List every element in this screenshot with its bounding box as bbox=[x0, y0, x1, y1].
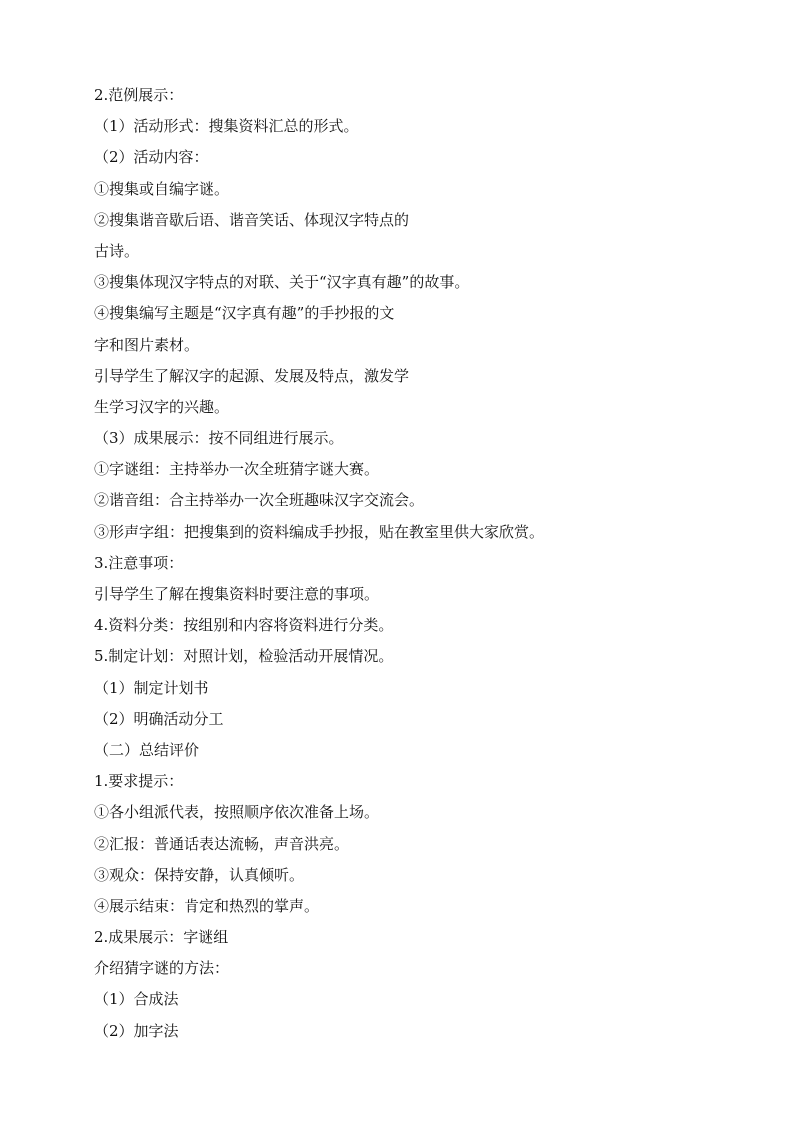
document-body bbox=[94, 80, 714, 1047]
activity-content-heading: （2）活动内容： bbox=[94, 148, 209, 167]
guidance-paragraph: 引导学生了解汉字的起源、发展及特点，激发学 bbox=[94, 366, 410, 385]
plan-item-1: （1）制定计划书 bbox=[94, 678, 209, 697]
section-summary-evaluation: （二）总结评价 bbox=[94, 740, 200, 759]
results-display-heading: （3）成果展示：按不同组进行展示。 bbox=[94, 429, 344, 448]
riddle-group-item: ①字谜组：主持举办一次全班猜字谜大赛。 bbox=[94, 460, 380, 479]
content-item-3: ③搜集体现汉字特点的对联、关于“汉字真有趣”的故事。 bbox=[94, 273, 470, 292]
heading-material-classification: 4.资料分类：按组别和内容将资料进行分类。 bbox=[94, 616, 394, 635]
homophone-group-item: ②谐音组：合主持举办一次全班趣味汉字交流会。 bbox=[94, 491, 425, 510]
phono-semantic-group-item: ③形声字组：把搜集到的资料编成手抄报，贴在教室里供大家欣赏。 bbox=[94, 522, 545, 541]
heading-results-riddle-group: 2.成果展示：字谜组 bbox=[94, 928, 229, 947]
requirement-item-1: ①各小组派代表，按照顺序依次准备上场。 bbox=[94, 803, 380, 822]
riddle-methods-intro: 介绍猜字谜的方法： bbox=[94, 959, 230, 978]
heading-make-plan: 5.制定计划：对照计划，检验活动开展情况。 bbox=[94, 647, 394, 666]
method-add-character: （2）加字法 bbox=[94, 1021, 179, 1040]
precautions-text: 引导学生了解在搜集资料时要注意的事项。 bbox=[94, 585, 380, 603]
plan-item-2: （2）明确活动分工 bbox=[94, 709, 224, 728]
content-item-2: ②搜集谐音歇后语、谐音笑话、体现汉字特点的 bbox=[94, 210, 410, 229]
heading-requirements: 1.要求提示： bbox=[94, 772, 184, 791]
method-compound: （1）合成法 bbox=[94, 990, 179, 1009]
requirement-item-3: ③观众：保持安静，认真倾听。 bbox=[94, 865, 305, 884]
guidance-paragraph-cont: 生学习汉字的兴趣。 bbox=[94, 397, 230, 416]
activity-form-line: （1）活动形式：搜集资料汇总的形式。 bbox=[94, 117, 359, 136]
heading-precautions: 3.注意事项： bbox=[94, 553, 184, 572]
content-item-1: ①搜集或自编字谜。 bbox=[94, 179, 230, 198]
content-item-4: ④搜集编写主题是“汉字真有趣”的手抄报的文 bbox=[94, 304, 395, 323]
requirement-item-4: ④展示结束：肯定和热烈的掌声。 bbox=[94, 896, 320, 915]
requirement-item-2: ②汇报：普通话表达流畅，声音洪亮。 bbox=[94, 834, 350, 853]
content-item-4-cont: 字和图片素材。 bbox=[94, 335, 200, 354]
content-item-2-cont: 古诗。 bbox=[94, 241, 140, 260]
heading-example-display: 2.范例展示： bbox=[94, 86, 184, 104]
